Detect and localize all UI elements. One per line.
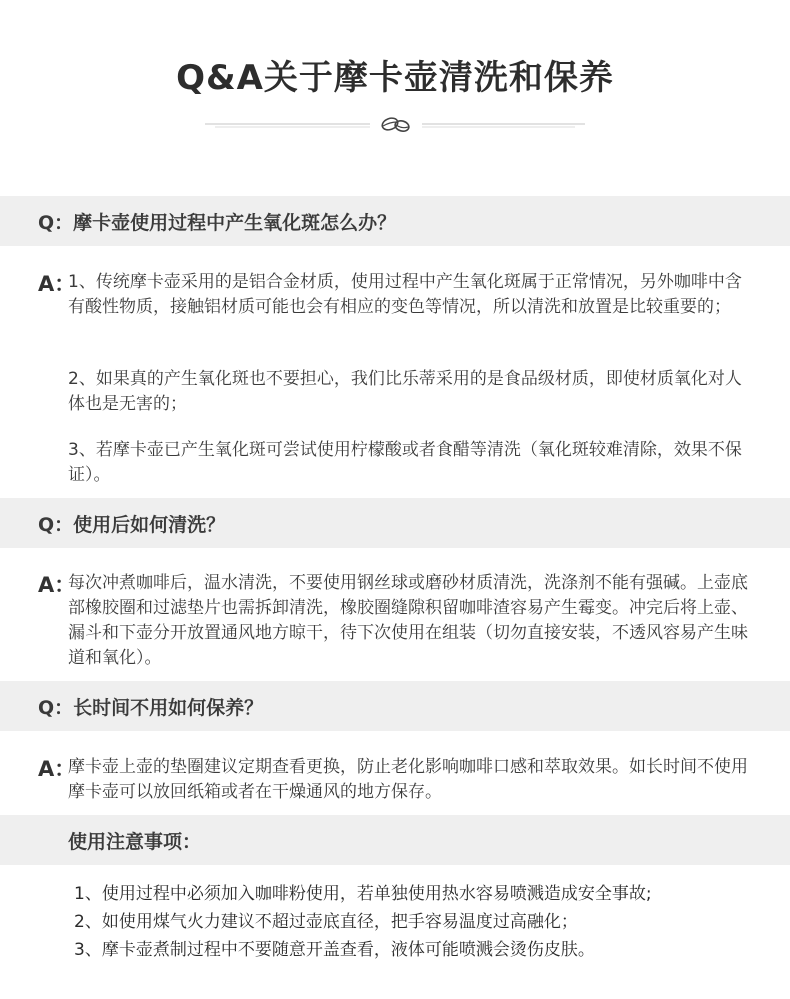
list-item: 1、使用过程中必须加入咖啡粉使用，若单独使用热水容易喷溅造成安全事故; [74, 884, 652, 904]
answer-1-paragraph-2 [68, 367, 758, 417]
answer-3-paragraph-1 [68, 755, 758, 805]
page-title: Q&A关于摩卡壶清洗和保养 [176, 58, 614, 98]
answer-mark-1: A： [38, 272, 76, 296]
question-bar-2 [0, 498, 790, 548]
answer-text: 1、传统摩卡壶采用的是铝合金材质，使用过程中产生氧化斑属于正常情况，另外咖啡中含有酸性物质，接触铝材质可能也会有相应的变色等情况，所以清洗和放置是比较重要的； [68, 272, 742, 317]
answer-mark-2: A： [38, 573, 76, 597]
answer-2-paragraph-1 [68, 571, 758, 671]
answer-1-paragraph-3 [68, 438, 758, 488]
question-2: Q：使用后如何清洗？ [38, 514, 226, 536]
answer-text: 3、若摩卡壶已产生氧化斑可尝试使用柠檬酸或者食醋等清洗（氧化斑较难清除，效果不保证）。 [68, 440, 742, 485]
coffee-beans-icon [381, 116, 410, 133]
answer-text: 每次冲煮咖啡后，温水清洗，不要使用钢丝球或磨砂材质清洗，洗涤剂不能有强碱。上壶底部橡胶圈和过滤垫片也需拆卸清洗，橡胶圈缝隙积留咖啡渣容易产生霉变。冲完后将上壶、漏斗和下壶分开放置通风地方晾干，待下次使用在组装（切勿直接安装，不透风容易产生味道和氧化）。 [68, 573, 748, 668]
question-1: Q：摩卡壶使用过程中产生氧化斑怎么办？ [38, 212, 397, 234]
notes-list [74, 880, 774, 964]
question-3: Q：长时间不用如何保养？ [38, 697, 264, 719]
list-item: 2、如使用煤气火力建议不超过壶底直径，把手容易温度过高融化； [74, 912, 578, 932]
answer-text: 摩卡壶上壶的垫圈建议定期查看更换，防止老化影响咖啡口感和萃取效果。如长时间不使用摩卡壶可以放回纸箱或者在干燥通风的地方保存。 [68, 757, 748, 802]
question-bar-3 [0, 681, 790, 731]
notes-bar [0, 815, 790, 865]
list-item: 3、摩卡壶煮制过程中不要随意开盖查看，液体可能喷溅会烫伤皮肤。 [74, 940, 595, 960]
notes-heading: 使用注意事项： [68, 831, 202, 853]
title-divider [0, 110, 790, 140]
answer-text: 2、如果真的产生氧化斑也不要担心，我们比乐蒂采用的是食品级材质，即使材质氧化对人体也是无害的； [68, 369, 742, 414]
question-bar-1 [0, 196, 790, 246]
answer-mark-3: A： [38, 757, 76, 781]
answer-1-paragraph-1 [68, 270, 758, 320]
